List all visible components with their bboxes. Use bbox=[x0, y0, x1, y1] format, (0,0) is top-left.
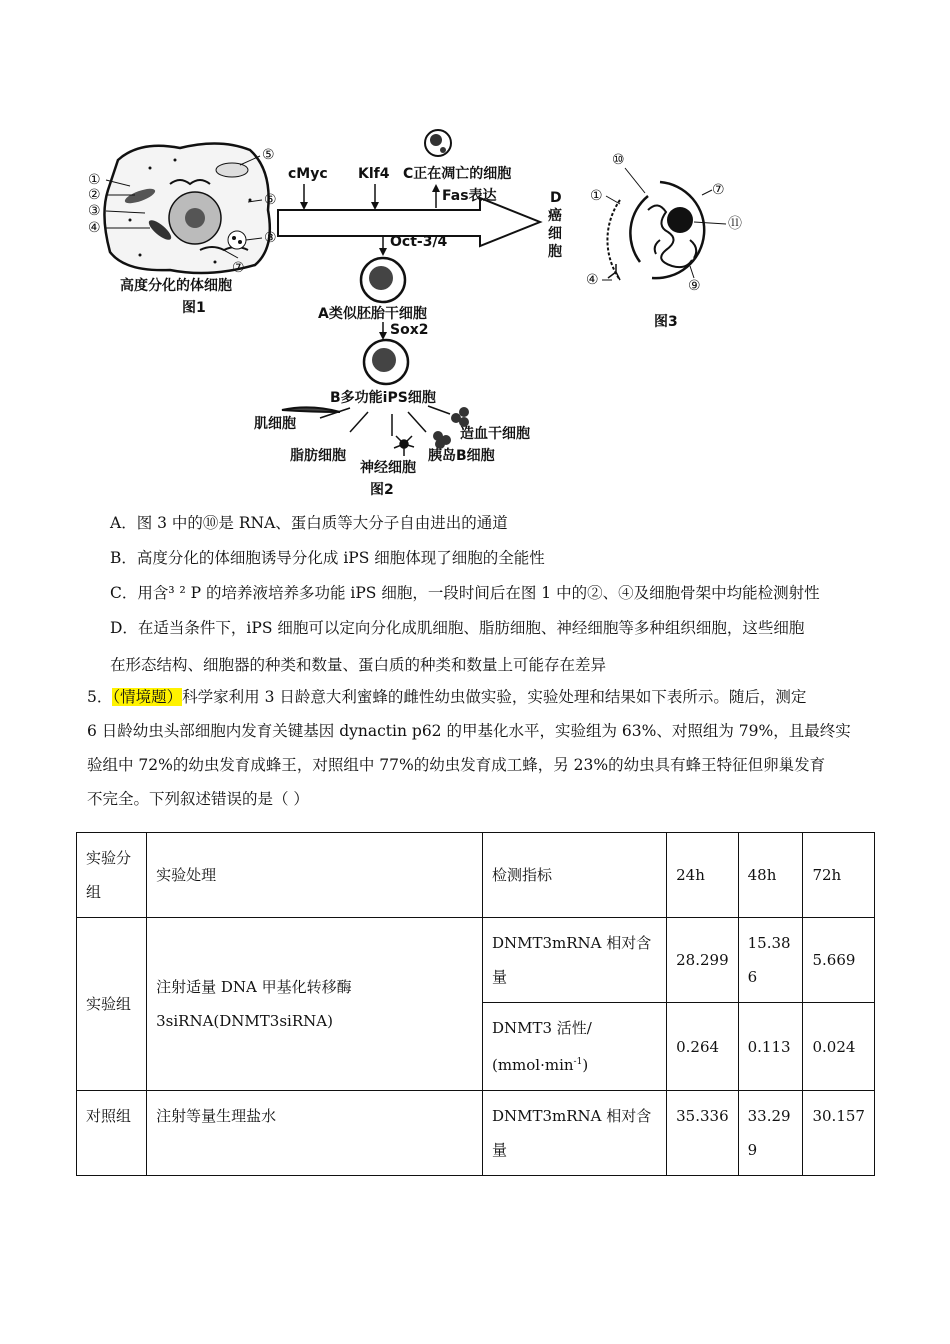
cell-c-label: C正在凋亡的细胞 bbox=[403, 166, 512, 182]
activity-line2: $(mmol\cdot\min^{-1})$ bbox=[491, 1056, 589, 1074]
option-c: C．用含³ ² P 的培养液培养多功能 iPS 细胞，一段时间后在图 1 中的②、④及细胞骨架中均能检测射性 bbox=[110, 584, 820, 602]
cell-membrane-arc bbox=[607, 200, 620, 280]
nerve-cell-icon bbox=[394, 436, 414, 456]
fig3-marker-11: ⑪ bbox=[728, 216, 742, 232]
exp-activity-24h: 0.264 bbox=[667, 1003, 739, 1091]
question-5-line-4: 不完全。下列叙述错误的是（ ） bbox=[87, 790, 309, 808]
header-72h: 72h bbox=[803, 833, 875, 918]
question-5 bbox=[87, 680, 877, 816]
question-text-1: 科学家利用 3 日龄意大利蜜蜂的雌性幼虫做实验，实验处理和结果如下表所示。随后，测定 bbox=[182, 688, 807, 706]
ctrl-indicator-mrna: DNMT3mRNA 相对含量 bbox=[482, 1091, 666, 1176]
question-5-line-2: 6 日龄幼虫头部细胞内发育关键基因 dynactin p62 的甲基化水平，实验组为 63%、对照组为 79%，且最终实 bbox=[87, 722, 851, 740]
fas-label: Fas表达 bbox=[442, 188, 497, 204]
exp-mrna-24h: 28.299 bbox=[667, 918, 739, 1003]
exp-mrna-48h: 15.386 bbox=[738, 918, 803, 1003]
fig3-marker-4: ④ bbox=[586, 272, 599, 288]
mitochondrion bbox=[216, 163, 248, 177]
nerve-label: 神经细胞 bbox=[360, 460, 416, 476]
factor-oct: Oct-3/4 bbox=[390, 234, 448, 250]
figure-2 bbox=[254, 130, 562, 498]
figure-1 bbox=[88, 143, 277, 316]
header-group: 实验分组 bbox=[77, 833, 147, 918]
header-24h: 24h bbox=[667, 833, 739, 918]
marker-6: ⑥ bbox=[264, 192, 277, 208]
cell-d-char-2: 细 bbox=[548, 226, 562, 242]
header-treatment: 实验处理 bbox=[147, 833, 483, 918]
muscle-label: 肌细胞 bbox=[254, 416, 296, 432]
header-48h: 48h bbox=[738, 833, 803, 918]
cell-d-char-1: 癌 bbox=[548, 208, 562, 224]
option-b: B．高度分化的体细胞诱导分化成 iPS 细胞体现了细胞的全能性 bbox=[110, 549, 545, 567]
exp-group-cell: 实验组 bbox=[77, 918, 147, 1091]
fat-label: 脂肪细胞 bbox=[290, 448, 346, 464]
figure-3 bbox=[586, 152, 742, 330]
factor-klf4: Klf4 bbox=[358, 166, 390, 182]
marker-7: ⑦ bbox=[232, 260, 245, 276]
fig1-caption-title: 高度分化的体细胞 bbox=[120, 278, 232, 294]
fig3-caption: 图3 bbox=[654, 314, 678, 330]
cell-d-letter: D bbox=[550, 190, 562, 206]
fig3-marker-1: ① bbox=[590, 188, 603, 204]
marker-2: ② bbox=[88, 187, 101, 203]
question-number: 5． bbox=[87, 688, 113, 706]
ctrl-treatment-cell: 注射等量生理盐水 bbox=[147, 1091, 483, 1176]
fig3-marker-10: ⑩ bbox=[612, 152, 625, 168]
fig3-marker-7: ⑦ bbox=[712, 182, 725, 198]
muscle-cell-icon bbox=[282, 407, 340, 412]
fig1-caption-label: 图1 bbox=[182, 300, 206, 316]
factor-sox2: Sox2 bbox=[390, 322, 429, 338]
marker-1: ① bbox=[88, 172, 101, 188]
ctrl-mrna-72h: 30.157 bbox=[803, 1091, 875, 1176]
islet-label: 胰岛B细胞 bbox=[428, 448, 495, 464]
table-row bbox=[77, 1091, 875, 1176]
cell-figure bbox=[0, 0, 950, 505]
exp-mrna-72h: 5.669 bbox=[803, 918, 875, 1003]
results-table bbox=[76, 832, 875, 1176]
cell-d-char-3: 胞 bbox=[548, 244, 562, 260]
ctrl-group-cell: 对照组 bbox=[77, 1091, 147, 1176]
blood-label: 造血干细胞 bbox=[460, 426, 530, 442]
blood-stem-cell-icon bbox=[451, 407, 469, 427]
option-a: A．图 3 中的⑩是 RNA、蛋白质等大分子自由进出的通道 bbox=[110, 514, 508, 532]
marker-5: ⑤ bbox=[262, 147, 275, 163]
table-header-row bbox=[77, 833, 875, 918]
marker-8: ⑧ bbox=[264, 230, 277, 246]
ctrl-mrna-24h: 35.336 bbox=[667, 1091, 739, 1176]
fig2-caption: 图2 bbox=[370, 482, 394, 498]
exp-activity-48h: 0.113 bbox=[738, 1003, 803, 1091]
question-tag: （情境题） bbox=[112, 688, 183, 706]
exp-treatment-line1: 注射适量 DNA 甲基化转移酶 bbox=[156, 978, 352, 996]
nucleolus bbox=[667, 207, 693, 233]
fig3-marker-9: ⑨ bbox=[688, 278, 701, 294]
table-row bbox=[77, 918, 875, 1003]
exp-treatment-cell bbox=[147, 918, 483, 1091]
activity-line1: DNMT3 活性/ bbox=[491, 1019, 592, 1037]
exp-indicator-activity bbox=[482, 1003, 666, 1091]
cell-b-label: B多功能iPS细胞 bbox=[330, 390, 436, 406]
header-indicator: 检测指标 bbox=[482, 833, 666, 918]
marker-3: ③ bbox=[88, 203, 101, 219]
question-5-line-1 bbox=[87, 680, 877, 714]
exp-indicator-mrna: DNMT3mRNA 相对含量 bbox=[482, 918, 666, 1003]
islet-cell-icon bbox=[433, 431, 451, 449]
cell-a-label: A类似胚胎干细胞 bbox=[318, 306, 427, 322]
exp-activity-72h: 0.024 bbox=[803, 1003, 875, 1091]
exp-treatment-line2: 3siRNA(DNMT3siRNA) bbox=[156, 1012, 333, 1030]
question-5-line-3: 验组中 72%的幼虫发育成蜂王，对照组中 77%的幼虫发育成工蜂，另 23%的幼虫具有蜂王特征但卵巢发育 bbox=[87, 756, 826, 774]
factor-cmyc: cMyc bbox=[288, 166, 328, 182]
ctrl-mrna-48h: 33.299 bbox=[738, 1091, 803, 1176]
receptor-icon bbox=[608, 264, 620, 280]
marker-4: ④ bbox=[88, 220, 101, 236]
option-d-line2: 在形态结构、细胞器的种类和数量、蛋白质的种类和数量上可能存在差异 bbox=[110, 656, 607, 674]
option-d-line1: D．在适当条件下，iPS 细胞可以定向分化成肌细胞、脂肪细胞、神经细胞等多种组织细胞，这些细胞 bbox=[110, 619, 805, 637]
